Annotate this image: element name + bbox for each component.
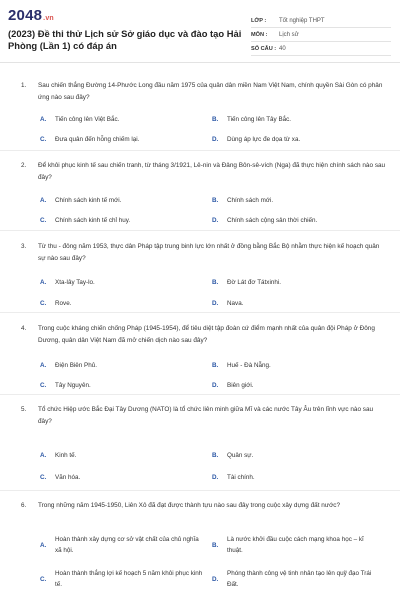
option-text: Quân sự. (227, 452, 254, 459)
exam-meta (251, 14, 391, 56)
option-letter: A. (40, 197, 47, 204)
meta-row-subject (251, 28, 391, 42)
option-text: Dùng áp lực đe dọa từ xa. (227, 136, 301, 143)
option-letter: D. (212, 136, 219, 143)
option-letter: A. (40, 362, 47, 369)
option-letter: D. (212, 300, 219, 307)
meta-label: MÔN : (251, 31, 268, 38)
option-text: Huế - Đà Nẵng. (227, 362, 271, 369)
question-text: Để khôi phục kinh tế sau chiến tranh, từ tháng 3/1921, Lê-nin và Đảng Bôn-sê-vích (Nga) đã thực hiện chính sách nào sau đây? (38, 162, 386, 181)
option-text: Tiến công lên Tây Bắc. (227, 116, 292, 123)
meta-label: SỐ CÂU : (251, 45, 277, 52)
option-text: Hoàn thành thắng lợi kế hoạch 5 năm khôi phục kinh tế. (55, 570, 203, 588)
option-letter: C. (40, 136, 47, 143)
option-letter: A. (40, 452, 47, 459)
option-letter: B. (212, 116, 219, 123)
meta-row-count (251, 42, 391, 56)
option-letter: B. (212, 362, 219, 369)
option-letter: B. (212, 197, 219, 204)
site-logo[interactable] (8, 7, 54, 24)
option-letter: D. (212, 576, 219, 583)
meta-value: 40 (279, 45, 286, 52)
logo-suffix: .vn (43, 15, 54, 22)
option-text: Tây Nguyên. (55, 382, 91, 389)
option-text: Đờ Lát đơ Tátxinhi. (227, 279, 281, 286)
option-text: Chính sách mới. (227, 197, 274, 204)
page-header (0, 0, 400, 63)
option-text: Tài chính. (227, 474, 255, 481)
question-item (0, 230, 400, 313)
meta-value: Lịch sử (279, 31, 299, 38)
option-text: Điện Biên Phủ. (55, 362, 98, 369)
question-item (0, 490, 400, 600)
question-text: Trong những năm 1945-1950, Liên Xô đã đạt được thành tựu nào sau đây trong cuộc xây dựng đất nước? (38, 502, 341, 509)
option-letter: D. (212, 382, 219, 389)
question-item (0, 150, 400, 231)
question-text: Từ thu - đông năm 1953, thực dân Pháp tập trung binh lực lớn nhất ở đồng bằng Bắc Bộ nhằm thực hiện kế hoạch quân sự nào sau đây? (38, 243, 380, 262)
option-text: Xta-lây Tay-lo. (55, 279, 95, 286)
option-letter: D. (212, 474, 219, 481)
option-letter: C. (40, 576, 47, 583)
option-text: Tiến công lên Việt Bắc. (55, 116, 120, 123)
option-text: Là nước khởi đầu cuộc cách mạng khoa học – kĩ thuật. (227, 536, 364, 554)
option-letter: A. (40, 116, 47, 123)
question-item (0, 76, 400, 151)
option-letter: B. (212, 452, 219, 459)
exam-title: (2023) Đề thi thử Lịch sử Sở giáo dục và đào tạo Hải Phòng (Lần 1) có đáp án (8, 28, 242, 51)
option-text: Phóng thành công vệ tinh nhân tạo lên quỹ đạo Trái Đất. (227, 570, 372, 588)
option-letter: C. (40, 474, 47, 481)
option-text: Văn hóa. (55, 474, 81, 481)
question-number: 2. (21, 162, 27, 169)
option-text: Nava. (227, 300, 244, 307)
option-letter: C. (40, 217, 47, 224)
option-letter: B. (212, 542, 219, 549)
option-text: Đưa quân đến hỗng chiếm lại. (55, 136, 140, 143)
option-letter: A. (40, 279, 47, 286)
meta-value: Tốt nghiệp THPT (279, 17, 325, 24)
question-number: 4. (21, 325, 27, 332)
option-text: Chính sách kinh tế chỉ huy. (55, 217, 131, 224)
meta-row-class (251, 14, 391, 28)
option-text: Rove. (55, 300, 72, 307)
meta-label: LỚP : (251, 17, 267, 24)
option-text: Hoàn thành xây dựng cơ sở vật chất của chủ nghĩa xã hội. (55, 536, 199, 554)
option-letter: B. (212, 279, 219, 286)
question-text: Tổ chức Hiệp ước Bắc Đại Tây Dương (NATO) là tổ chức liên minh giữa Mĩ và các nước Tây Âu trên lĩnh vực nào sau đây? (38, 406, 374, 425)
question-text: Trong cuộc kháng chiến chống Pháp (1945-1954), để tiêu diệt tập đoàn cứ điểm mạnh nhất của quân đội Pháp ở Đông Dương, quân dân Việt Nam đã mở chiến dịch nào sau đây? (38, 325, 375, 344)
option-letter: C. (40, 382, 47, 389)
question-item (0, 312, 400, 395)
question-number: 6. (21, 502, 27, 509)
question-item (0, 394, 400, 491)
option-text: Kinh tế. (55, 452, 77, 459)
option-letter: A. (40, 542, 47, 549)
option-letter: C. (40, 300, 47, 307)
option-letter: D. (212, 217, 219, 224)
option-text: Biên giới. (227, 382, 254, 389)
question-text: Sau chiến thắng Đường 14-Phước Long đầu năm 1975 của quân dân miền Nam Việt Nam, chính quyền Sài Gòn có phản ứng nào sau đây? (38, 82, 383, 101)
option-text: Chính sách cộng sản thời chiến. (227, 217, 318, 224)
option-text: Chính sách kinh tế mới. (55, 197, 122, 204)
question-number: 3. (21, 243, 27, 250)
logo-text: 2048 (8, 7, 43, 24)
question-number: 1. (21, 82, 27, 89)
question-number: 5. (21, 406, 27, 413)
